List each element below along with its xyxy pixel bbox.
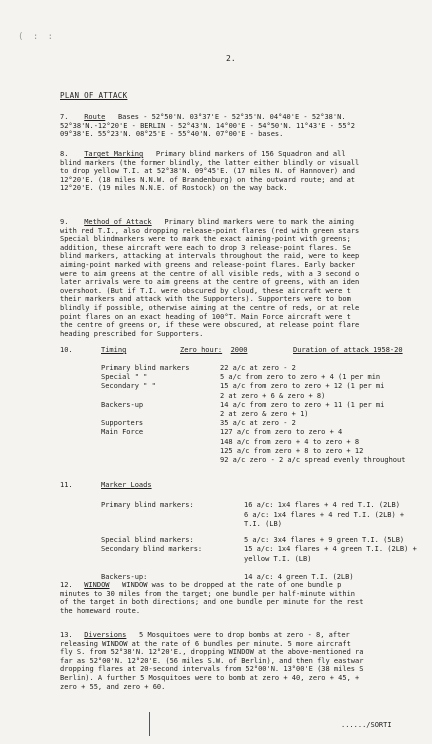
scan-artifact: ( : : <box>18 32 56 42</box>
text-line: WINDOW was to be dropped at the rate of one bundle p <box>122 581 342 589</box>
zero-hour-label: Zero hour: <box>180 346 223 354</box>
text-line: aiming-point marked with greens and release-point flares. Early backer <box>60 260 356 269</box>
section-window <box>60 581 432 615</box>
section-title: WINDOW <box>84 581 110 589</box>
text-line: zero + 55, and zero + 60. <box>60 682 166 691</box>
marker-load-value: yellow T.I. (LB) <box>244 555 312 563</box>
text-line: far as 52°00'N. 12°20'E. (56 miles S.W. of Berlin), and then fly eastwar <box>60 656 364 665</box>
duration-label: Duration of attack 1958-20 <box>293 346 403 354</box>
text-line: Primary blind markers were to mark the aiming <box>164 218 354 226</box>
text-line: 5 Mosquitoes were to drop bombs at zero - 8, after <box>139 631 350 639</box>
timing-row-value: 22 a/c at zero - 2 <box>220 364 296 372</box>
text-line: Primary blind markers of 156 Squadron and all <box>155 150 346 158</box>
section-number: 12. <box>60 581 73 589</box>
marker-load-value: 6 a/c: 1x4 flares + 4 red T.I. (2LB) + <box>244 510 405 519</box>
section-number: 10. <box>60 346 73 354</box>
text-line: blind markers, attacking at intervals throughout the raid, were to keep <box>60 252 360 261</box>
timing-row-value: 35 a/c at zero - 2 <box>220 419 296 428</box>
timing-row-value: 2 at zero + 6 & zero + 8) <box>220 391 326 400</box>
timing-row-label: Primary blind markers <box>101 364 190 372</box>
text-line: point flares on an exact heading of 100°T. Main Force aircraft were t <box>60 312 351 321</box>
section-route <box>60 113 432 139</box>
text-line: Bases - 52°50'N. 03°37'E - 52°35'N. 04°40'E - 52°38'N. <box>117 113 346 121</box>
timing-row-value: 2 at zero & zero + 1) <box>220 410 309 418</box>
text-line: their markers and attack with the Supporters). Supporters were to bom <box>60 295 351 304</box>
text-line: 52°38'N.-12°20'E - BERLIN - 52°43'N. 14°00'E - 54°50'N. 11°43'E - 55°2 <box>60 121 356 130</box>
section-title: Marker Loads <box>101 481 152 489</box>
section-number: 13. <box>60 631 73 639</box>
text-line: of the target in both directions; and one bundle per minute for the rest <box>60 598 364 607</box>
text-line: fly S. from 52°38'N. 12°20'E., dropping WINDOW at the above-mentioned ra <box>60 648 364 657</box>
section-title: Route <box>84 113 106 121</box>
marker-load-value: T.I. (LB) <box>244 520 282 529</box>
timing-row-value: 148 a/c from zero + 4 to zero + 8 <box>220 437 360 446</box>
text-line: minutes to 30 miles from the target; one bundle per half-minute within <box>60 589 356 598</box>
margin-rule <box>149 712 150 736</box>
marker-load-value: 16 a/c: 1x4 flares + 4 red T.I. (2LB) <box>244 501 400 509</box>
text-line: 12°20'E. (18 miles N.N.W. of Brandenburg) on the outward route; and at <box>60 175 356 184</box>
text-line: heading prescribed for Supporters. <box>60 329 204 338</box>
marker-load-label: Backers-up: <box>101 572 148 581</box>
timing-row-label: Special " " <box>101 373 148 382</box>
marker-load-label: Secondary blind markers: <box>101 545 203 554</box>
timing-row-value: 125 a/c from zero + 8 to zero + 12 <box>220 446 364 455</box>
text-line: dropping flares at 20-second intervals from 52°00'N. 13°00'E (38 miles S <box>60 665 364 674</box>
section-title: Target Marking <box>84 150 144 158</box>
marker-load-value: 5 a/c: 3x4 flares + 9 green T.I. (5LB) <box>244 535 405 544</box>
marker-load-value: 15 a/c: 1x4 flares + 4 green T.I. (2LB) + <box>244 545 417 554</box>
text-line: blind markers (the former blindly, the latter either blindly or visuall <box>60 158 360 167</box>
text-line: with red T.I., also dropping release-point flares (red with green stars <box>60 226 360 235</box>
section-title: Method of Attack <box>84 218 152 226</box>
text-line: addition, these aircraft were each to drop 3 release-point flares. Se <box>60 243 351 252</box>
marker-load-label: Special blind markers: <box>101 535 194 544</box>
text-line: Berlin). A further 5 Mosquitoes were to bomb at zero + 40, zero + 45, + <box>60 673 360 682</box>
text-line: 12°20'E. (19 miles N.N.E. of Rostock) on the way back. <box>60 184 288 193</box>
timing-row-label: Backers-up <box>101 400 144 409</box>
zero-hour-value: 2000 <box>230 346 248 354</box>
text-line: Special blindmarkers were to mark the exact aiming-point with greens; <box>60 235 351 244</box>
text-line: 09°38'E. 55°23'N. 08°25'E - 55°40'N. 07°00'E - bases. <box>60 130 284 139</box>
timing-row-label: Main Force <box>101 428 144 437</box>
page-number: 2. <box>226 54 236 63</box>
section-title: Timing <box>101 346 127 354</box>
text-line: were to aim greens at the centre of all visible reds, with a 3 second o <box>60 269 360 278</box>
section-number: 11. <box>60 481 73 489</box>
text-line: the centre of greens or, if these were obscured, at release point flare <box>60 321 360 330</box>
marker-load-label: Primary blind markers: <box>101 501 194 509</box>
timing-row-label: Supporters <box>101 419 144 428</box>
text-line: blindly if possible, otherwise aiming at the centre of reds, or at rele <box>60 303 360 312</box>
section-number: 9. <box>60 218 69 226</box>
section-target-marking <box>60 150 432 193</box>
timing-row-value: 5 a/c from zero to zero + 4 (1 per min <box>220 373 381 382</box>
continuation-marker: ....../SORTI <box>341 721 392 729</box>
section-heading: PLAN OF ATTACK <box>60 91 128 100</box>
text-line: the homeward route. <box>60 606 141 615</box>
text-line: overshoot. (But if T.I. were obscured by cloud, these aircraft were t <box>60 286 351 295</box>
section-number: 8. <box>60 150 69 158</box>
text-line: later arrivals were to aim greens at the centre of greens, with an iden <box>60 278 360 287</box>
section-diversions <box>60 631 432 691</box>
timing-row-value: 92 a/c zero - 2 a/c spread evenly throughout <box>220 456 406 464</box>
text-line: releasing WINDOW at the rate of 6 bundles per minute. 5 more aircraft <box>60 639 351 648</box>
timing-row-value: 14 a/c from zero to zero + 11 (1 per mi <box>220 400 385 409</box>
timing-row-value: 15 a/c from zero to zero + 12 (1 per mi <box>220 382 385 391</box>
text-line: to drop yellow T.I. at 52°38'N. 09°45'E. (17 miles N. of Hannover) and <box>60 167 356 176</box>
marker-load-value: 14 a/c: 4 green T.I. (2LB) <box>244 572 354 581</box>
section-number: 7. <box>60 113 69 121</box>
section-title: Diversions <box>84 631 127 639</box>
section-method-of-attack <box>60 218 432 338</box>
timing-row-value: 127 a/c from zero to zero + 4 <box>220 428 343 437</box>
timing-row-label: Secondary " " <box>101 382 156 391</box>
